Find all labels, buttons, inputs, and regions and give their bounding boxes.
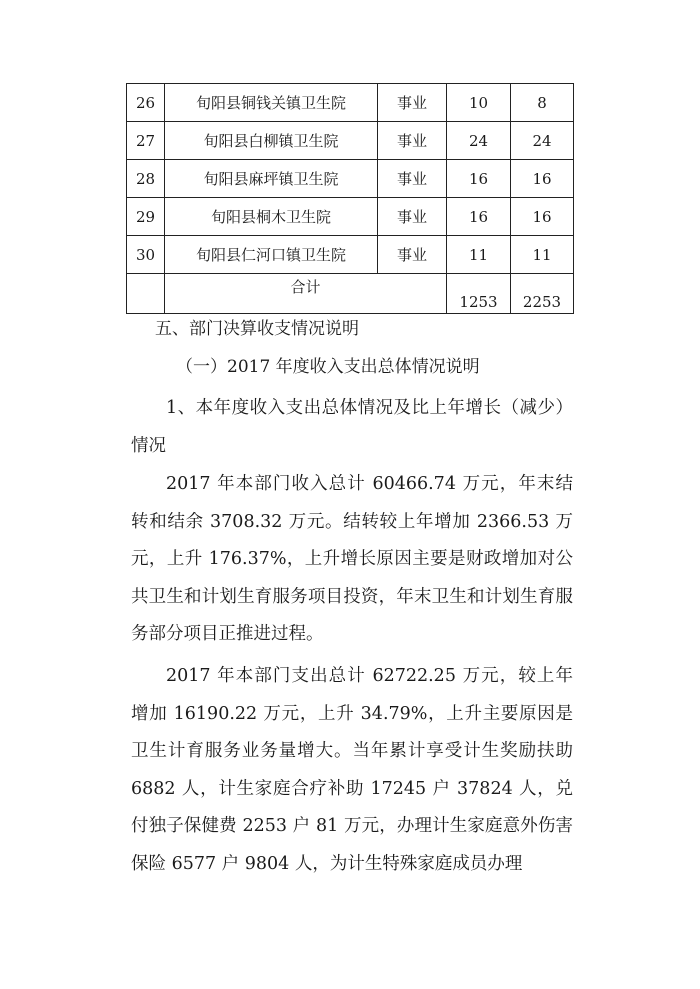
count-a: 16 (447, 160, 511, 198)
table-row (127, 236, 574, 274)
row-number: 30 (127, 236, 165, 274)
unit-name: 旬阳县白柳镇卫生院 (165, 122, 378, 160)
row-number: 28 (127, 160, 165, 198)
unit-name: 旬阳县桐木卫生院 (165, 198, 378, 236)
section-heading: 五、部门决算收支情况说明 (155, 319, 359, 339)
count-a: 11 (447, 236, 511, 274)
row-number: 27 (127, 122, 165, 160)
unit-type: 事业 (378, 198, 447, 236)
unit-name: 旬阳县麻坪镇卫生院 (165, 160, 378, 198)
expenditure-paragraph: 2017 年本部门支出总计 62722.25 万元，较上年增加 16190.22 万元，上升 34.79%，上升主要原因是卫生计育服务业务量增大。当年累计享受计生奖励扶助 6882 人，计生家庭合疗补助 17245 户 37824 人，兑付独子保健费 2253 户 81 万元，办理计生家庭意外伤害保险 6577 户 9804 人，为计生特殊家庭成员办理 (131, 666, 573, 874)
count-a: 10 (447, 84, 511, 122)
unit-name: 旬阳县仁河口镇卫生院 (165, 236, 378, 274)
units-table (126, 83, 574, 314)
count-b: 16 (511, 160, 574, 198)
income-paragraph: 2017 年本部门收入总计 60466.74 万元，年末结转和结余 3708.32 万元。结转较上年增加 2366.53 万元，上升 176.37%，上升增长原因主要是财政增加对公共卫生和计划生育服务项目投资，年末卫生和计划生育服务部分项目正推进过程。 (131, 474, 573, 644)
count-b: 8 (511, 84, 574, 122)
sub-item-heading: 1、本年度收入支出总体情况及比上年增长（减少）情况 (131, 398, 573, 456)
total-row (127, 274, 574, 314)
count-a: 16 (447, 198, 511, 236)
unit-type: 事业 (378, 236, 447, 274)
total-label: 合计 (165, 274, 447, 314)
unit-type: 事业 (378, 122, 447, 160)
subsection-heading: （一）2017 年度收入支出总体情况说明 (176, 357, 480, 377)
table-row (127, 84, 574, 122)
count-b: 11 (511, 236, 574, 274)
total-a: 1253 (447, 274, 511, 314)
table-row (127, 122, 574, 160)
count-a: 24 (447, 122, 511, 160)
unit-type: 事业 (378, 160, 447, 198)
unit-type: 事业 (378, 84, 447, 122)
count-b: 24 (511, 122, 574, 160)
total-b: 2253 (511, 274, 574, 314)
row-number: 29 (127, 198, 165, 236)
unit-name: 旬阳县铜钱关镇卫生院 (165, 84, 378, 122)
total-empty-cell (127, 274, 165, 314)
table-row (127, 198, 574, 236)
table-row (127, 160, 574, 198)
row-number: 26 (127, 84, 165, 122)
count-b: 16 (511, 198, 574, 236)
